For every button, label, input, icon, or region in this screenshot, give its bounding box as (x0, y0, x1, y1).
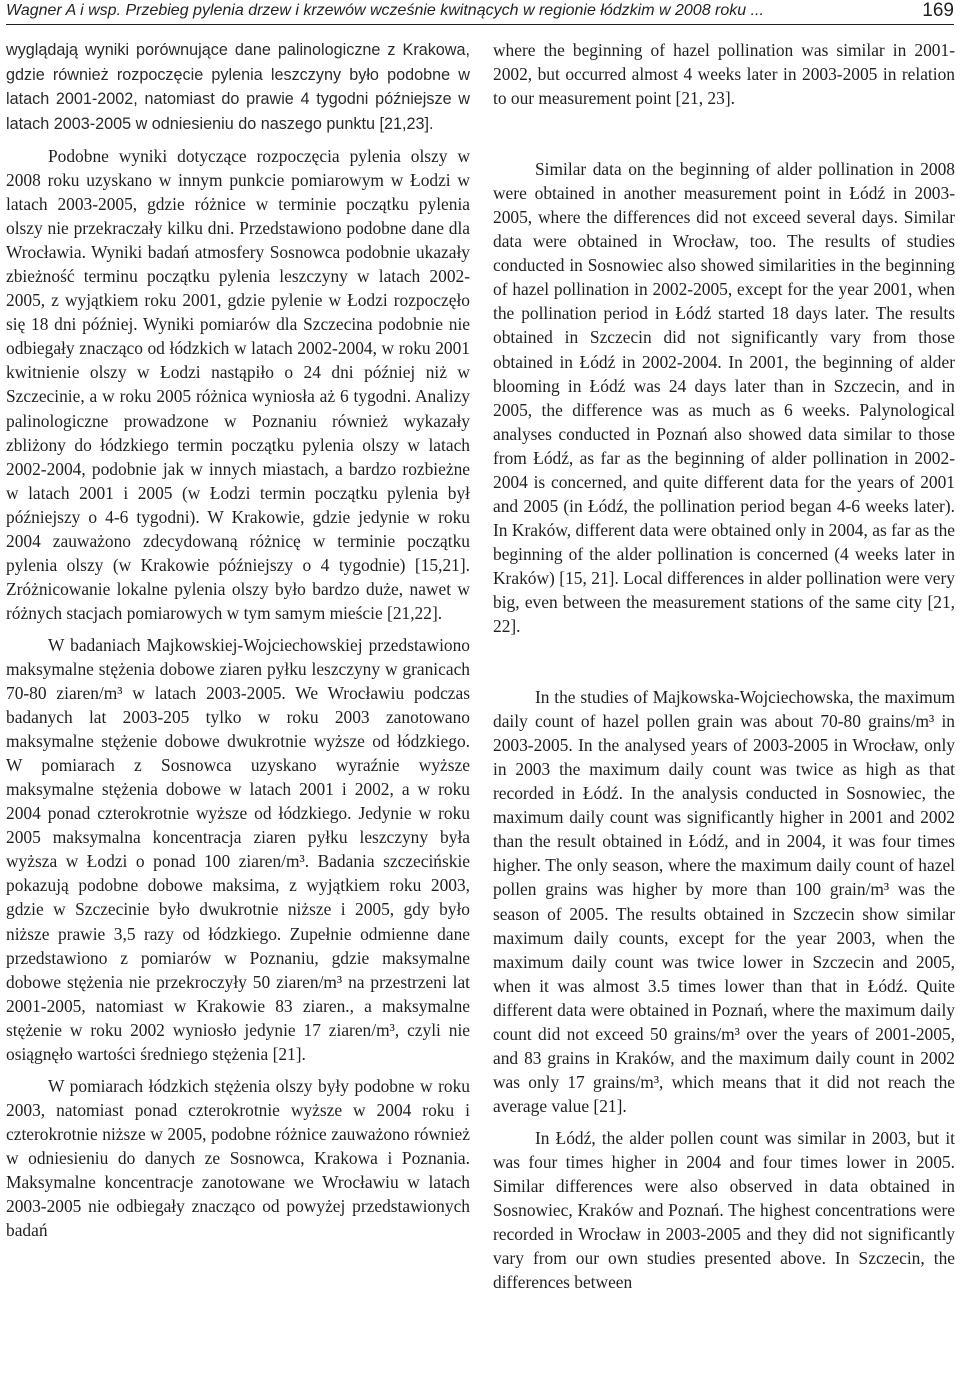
paragraph-pl-3: W badaniach Majkowskiej-Wojciechowskiej przedstawiono maksymalne stężenia dobowe ziaren pyłku leszczyny w granicach 70-80 ziaren/m³ w latach 2003-2005. We Wrocławiu podczas badanych lat 2003-205 tylko w roku 2003 zanotowano maksymalne stężenie dobowe dwukrotnie wyższe od łódzkiego. W pomiarach z Sosnowca uzyskano wyraźnie wyższe maksymalne stężenia dobowe w latach 2001 i 2002, a w roku 2004 ponad czterokrotnie wyższe od łódzkiego. Jedynie w roku 2005 maksymalna koncentracja ziaren pyłku leszczyny była wyższa w Łodzi o ponad 100 ziaren/m³. Badania szczecińskie pokazują podobne dobowe maksima, z wyjątkiem roku 2003, gdzie w Szczecinie było dwukrotnie niższe i 2005, gdy było niższe prawie 3,5 razy od łódzkiego. Zupełnie odmienne dane przedstawiono z pomiarów w Poznaniu, gdzie maksymalne dobowe stężenia nie przekroczyły 50 ziaren/m³ na przestrzeni lat 2001-2005, natomiast w Krakowie 83 ziaren., a maksymalne stężenie w roku 2002 wyniosło jedynie 17 ziaren/m³, czyli nie osiągnęło wartości średniego stężenia [21]. (6, 634, 470, 1064)
paragraph-pl-4: W pomiarach łódzkich stężenia olszy były podobne w roku 2003, natomiast ponad czterokrotnie wyższe w 2004 roku i czterokrotnie niższe w 2005, podobne różnice zauważono również w odniesieniu do danych ze Sosnowca, Krakowa i Poznania. Maksymalne koncentracje zanotowane we Wrocławiu w latach 2003-2005 nie odbiegały znacząco od powyżej przedstawionych badań (6, 1075, 470, 1241)
running-title: Wagner A i wsp. Przebieg pylenia drzew i krzewów wcześnie kwitnących w regionie łódzkim w 2008 roku ... (6, 2, 764, 19)
paragraph-pl-1: wyglądają wyniki porównujące dane palinologiczne z Krakowa, gdzie również rozpoczęcie pylenia leszczyny było podobne w latach 2001-2002, natomiast do prawie 4 tygodni późniejsze w latach 2003-2005 w odniesieniu do naszego punktu [21,23]. (6, 41, 470, 133)
paragraph-en-3: In the studies of Majkowska-Wojciechowska, the maximum daily count of hazel pollen grain was about 70-80 grains/m³ in 2003-2005. In the analysed years of 2003-2005 in Wrocław, only in 2003 the maximum daily count was twice as high as that recorded in Łódź. In the analysis conducted in Sosnowiec, the maximum daily count was significantly higher in 2001 and 2002 than the result obtained in Łódź, and in 2004, it was four times higher. The only season, where the maximum daily count of hazel pollen grains was higher by more than 100 grain/m³ was the season of 2005. The results obtained in Szczecin show similar maximum daily counts, except for the year 2003, when the maximum daily count was twice lower in Szczecin and 2005, when it was almost 3.5 times lower than that in Łódź. Quite different data were obtained in Poznań, where the maximum daily count did not exceed 50 grains/m³ over the years of 2001-2005, and 83 grains in Kraków, and the maximum daily count in 2002 was only 17 grains/m³, which means that it did not reach the average value [21]. (493, 687, 955, 1116)
page-number: 169 (922, 0, 954, 21)
running-head (6, 0, 954, 25)
paragraph-en-4: In Łódź, the alder pollen count was similar in 2003, but it was four times higher in 2004 and four times lower in 2005. Similar differences were also observed in data obtained in Sosnowiec, Kraków and Poznań. The highest concentrations were recorded in Wrocław in 2003-2005 and they did not significantly vary from our own studies presented above. In Szczecin, the differences between (493, 1127, 955, 1293)
paragraph-en-2: Similar data on the beginning of alder pollination in 2008 were obtained in another measurement point in Łódź in 2003-2005, where the differences did not exceed several days. Similar data were obtained in Wrocław, too. The results of studies conducted in Sosnowiec also showed similarities in the beginning of hazel pollination in 2002-2005, except for the year 2001, when the pollination period in Łódź started 18 days later. The results obtained in Szczecin did not significantly vary from those obtained in Łódź in 2002-2004. In 2001, the beginning of alder blooming in Łódź was 24 days later than in Szczecin, and in 2005, the difference was as much as 6 weeks. Palynological analyses conducted in Poznań also showed data similar to those from Łódź, as far as the beginning of alder pollination in 2002-2004 is concerned, and quite different data for the years of 2001 and 2005 (in Łódź, the pollination period began 4-6 weeks later). In Kraków, different data were obtained only in 2004, as far as the beginning of the alder pollination is concerned (4 weeks later in Kraków) [15, 21]. Local differences in alder pollination were very big, even between the measurement stations of the same city [21, 22]. (493, 159, 955, 637)
polish-column (6, 38, 470, 1242)
english-column (493, 38, 955, 1294)
paragraph-pl-2: Podobne wyniki dotyczące rozpoczęcia pylenia olszy w 2008 roku uzyskano w innym punkcie pomiarowym w Łodzi w latach 2003-2005, gdzie różnice w terminie początku pylenia olszy nie przekraczały kilku dni. Przedstawiono podobne dane dla Wrocławia. Wyniki badań atmosfery Sosnowca podobnie ukazały zbieżność terminu początku pylenia leszczyny w latach 2002-2005, z wyjątkiem roku 2001, gdzie pylenie w Łodzi rozpoczęło się 18 dni później. Wyniki pomiarów dla Szczecina podobnie nie odbiegały znacząco od łódzkich w latach 2002-2004, w roku 2001 kwitnienie olszy w Łodzi nastąpiło o 24 dni później niż w Szczecinie, a w roku 2005 różnica wyniosła aż 6 tygodni. Analizy palinologiczne prowadzone w Poznaniu również wykazały zbliżony do łódzkiego termin początku pylenia olszy w latach 2002-2004, podobnie jak w innych miastach, a bardzo rozbieżne w latach 2001 i 2005 (w Łodzi termin początku pylenia był późniejszy o 4-6 tygodni). W Krakowie, gdzie jedynie w roku 2004 zauważono zdecydowaną różnicę w terminie początku pylenia olszy (w Krakowie późniejszy o 4 tygodnie) [15,21]. Zróżnicowanie lokalne pylenia olszy było bardzo duże, nawet w różnych stacjach pomiarowych w tym samym mieście [21,22]. (6, 146, 470, 623)
paragraph-en-1: where the beginning of hazel pollination was similar in 2001-2002, but occurred almost 4 weeks later in 2003-2005 in relation to our measurement point [21, 23]. (493, 40, 955, 109)
